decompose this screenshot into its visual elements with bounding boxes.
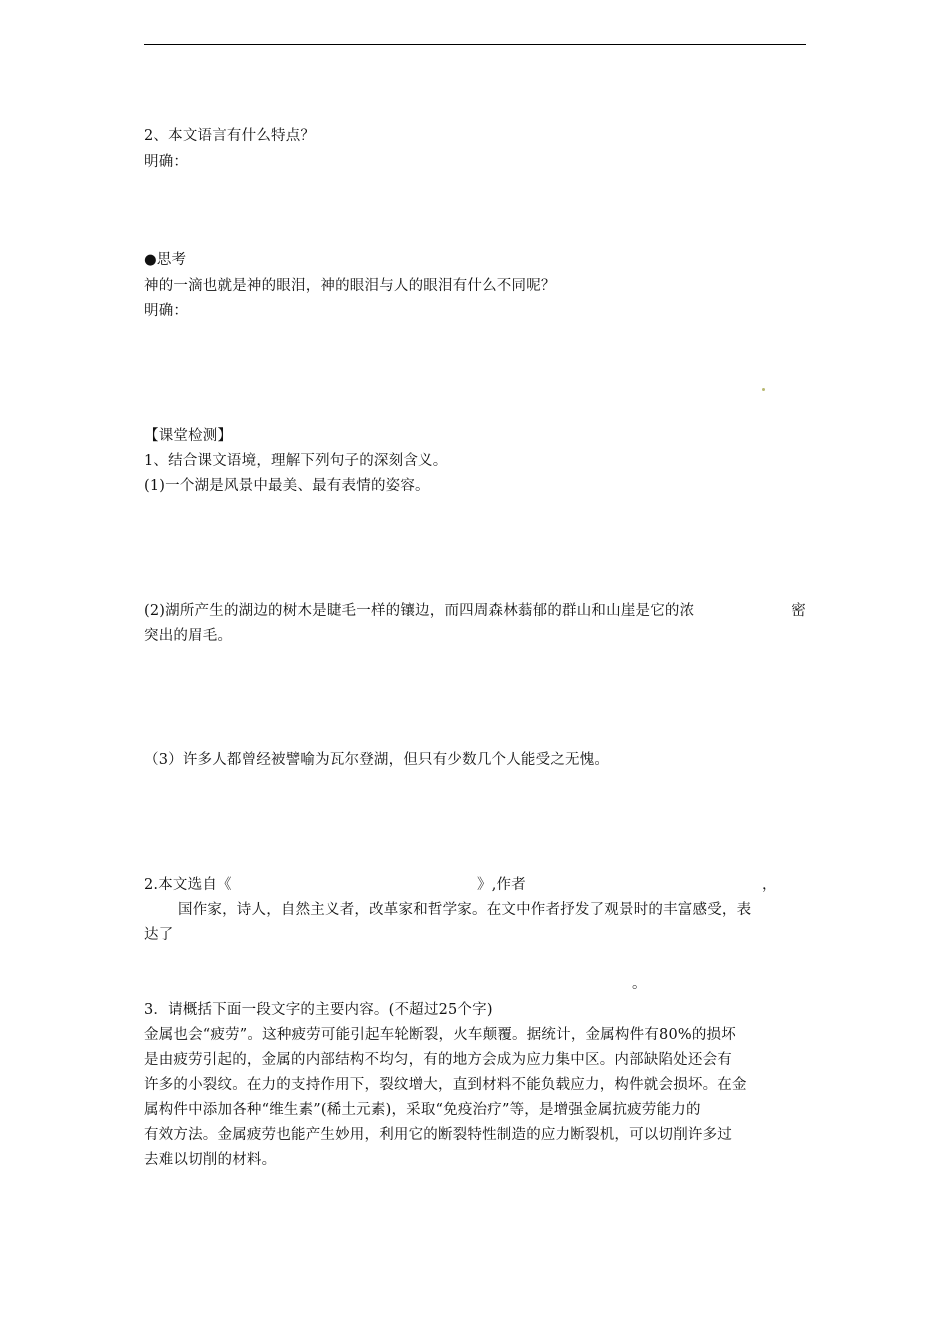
paragraph-line: 去难以切削的材料。 bbox=[144, 1152, 277, 1168]
sentence-2-text: (2)湖所产生的湖边的树木是睫毛一样的镶边，而四周森林蓊郁的群山和山崖是它的浓 bbox=[144, 603, 695, 619]
sentence-2-line-2: 突出的眉毛。 bbox=[144, 628, 233, 644]
think-question: 神的一滴也就是神的眼泪，神的眼泪与人的眼泪有什么不同呢？ bbox=[144, 278, 556, 294]
paragraph-line: 金属也会“疲劳”。这种疲劳可能引起车轮断裂，火车颠覆。据统计，金属构件有80%的损坏 bbox=[144, 1027, 736, 1043]
header-rule bbox=[144, 44, 806, 45]
sentence-2-line-1 bbox=[144, 602, 806, 620]
answer-label: 明确： bbox=[144, 154, 189, 170]
question-2: 2、本文语言有什么特点？ bbox=[144, 128, 316, 144]
summary-question: 3．请概括下面一段文字的主要内容。(不超过25个字) bbox=[144, 1002, 493, 1018]
source-end: 。 bbox=[632, 976, 647, 992]
source-line-2: 国作家，诗人，自然主义者，改革家和哲学家。在文中作者抒发了观景时的丰富感受，表 bbox=[178, 902, 752, 918]
sentence-1: (1)一个湖是风景中最美、最有表情的姿容。 bbox=[144, 478, 430, 494]
sentence-3: （3）许多人都曾经被譬喻为瓦尔登湖，但只有少数几个人能受之无愧。 bbox=[144, 752, 610, 768]
sentence-2-tail: 密 bbox=[791, 603, 806, 619]
section-heading: 【课堂检测】 bbox=[144, 428, 233, 444]
source-line-3: 达了 bbox=[144, 927, 174, 943]
stray-mark bbox=[762, 388, 765, 391]
check-item-1: 1、结合课文语境，理解下列句子的深刻含义。 bbox=[144, 453, 448, 469]
source-author-label: 》,作者 bbox=[477, 877, 526, 893]
think-heading: ●思考 bbox=[144, 252, 187, 268]
paragraph-line: 是由疲劳引起的，金属的内部结构不均匀，有的地方会成为应力集中区。内部缺陷处还会有 bbox=[144, 1052, 732, 1068]
source-prefix: 2.本文选自《 bbox=[144, 877, 232, 893]
paragraph-line: 许多的小裂纹。在力的支持作用下，裂纹增大，直到材料不能负载应力，构件就会损坏。在金 bbox=[144, 1077, 747, 1093]
source-comma: ， bbox=[762, 877, 777, 893]
paragraph-line: 属构件中添加各种“维生素”(稀土元素)，采取“免疫治疗”等，是增强金属抗疲劳能力的 bbox=[144, 1102, 701, 1118]
answer-label: 明确： bbox=[144, 303, 189, 319]
source-question bbox=[144, 876, 806, 894]
paragraph-line: 有效方法。金属疲劳也能产生妙用，利用它的断裂特性制造的应力断裂机，可以切削许多过 bbox=[144, 1127, 732, 1143]
